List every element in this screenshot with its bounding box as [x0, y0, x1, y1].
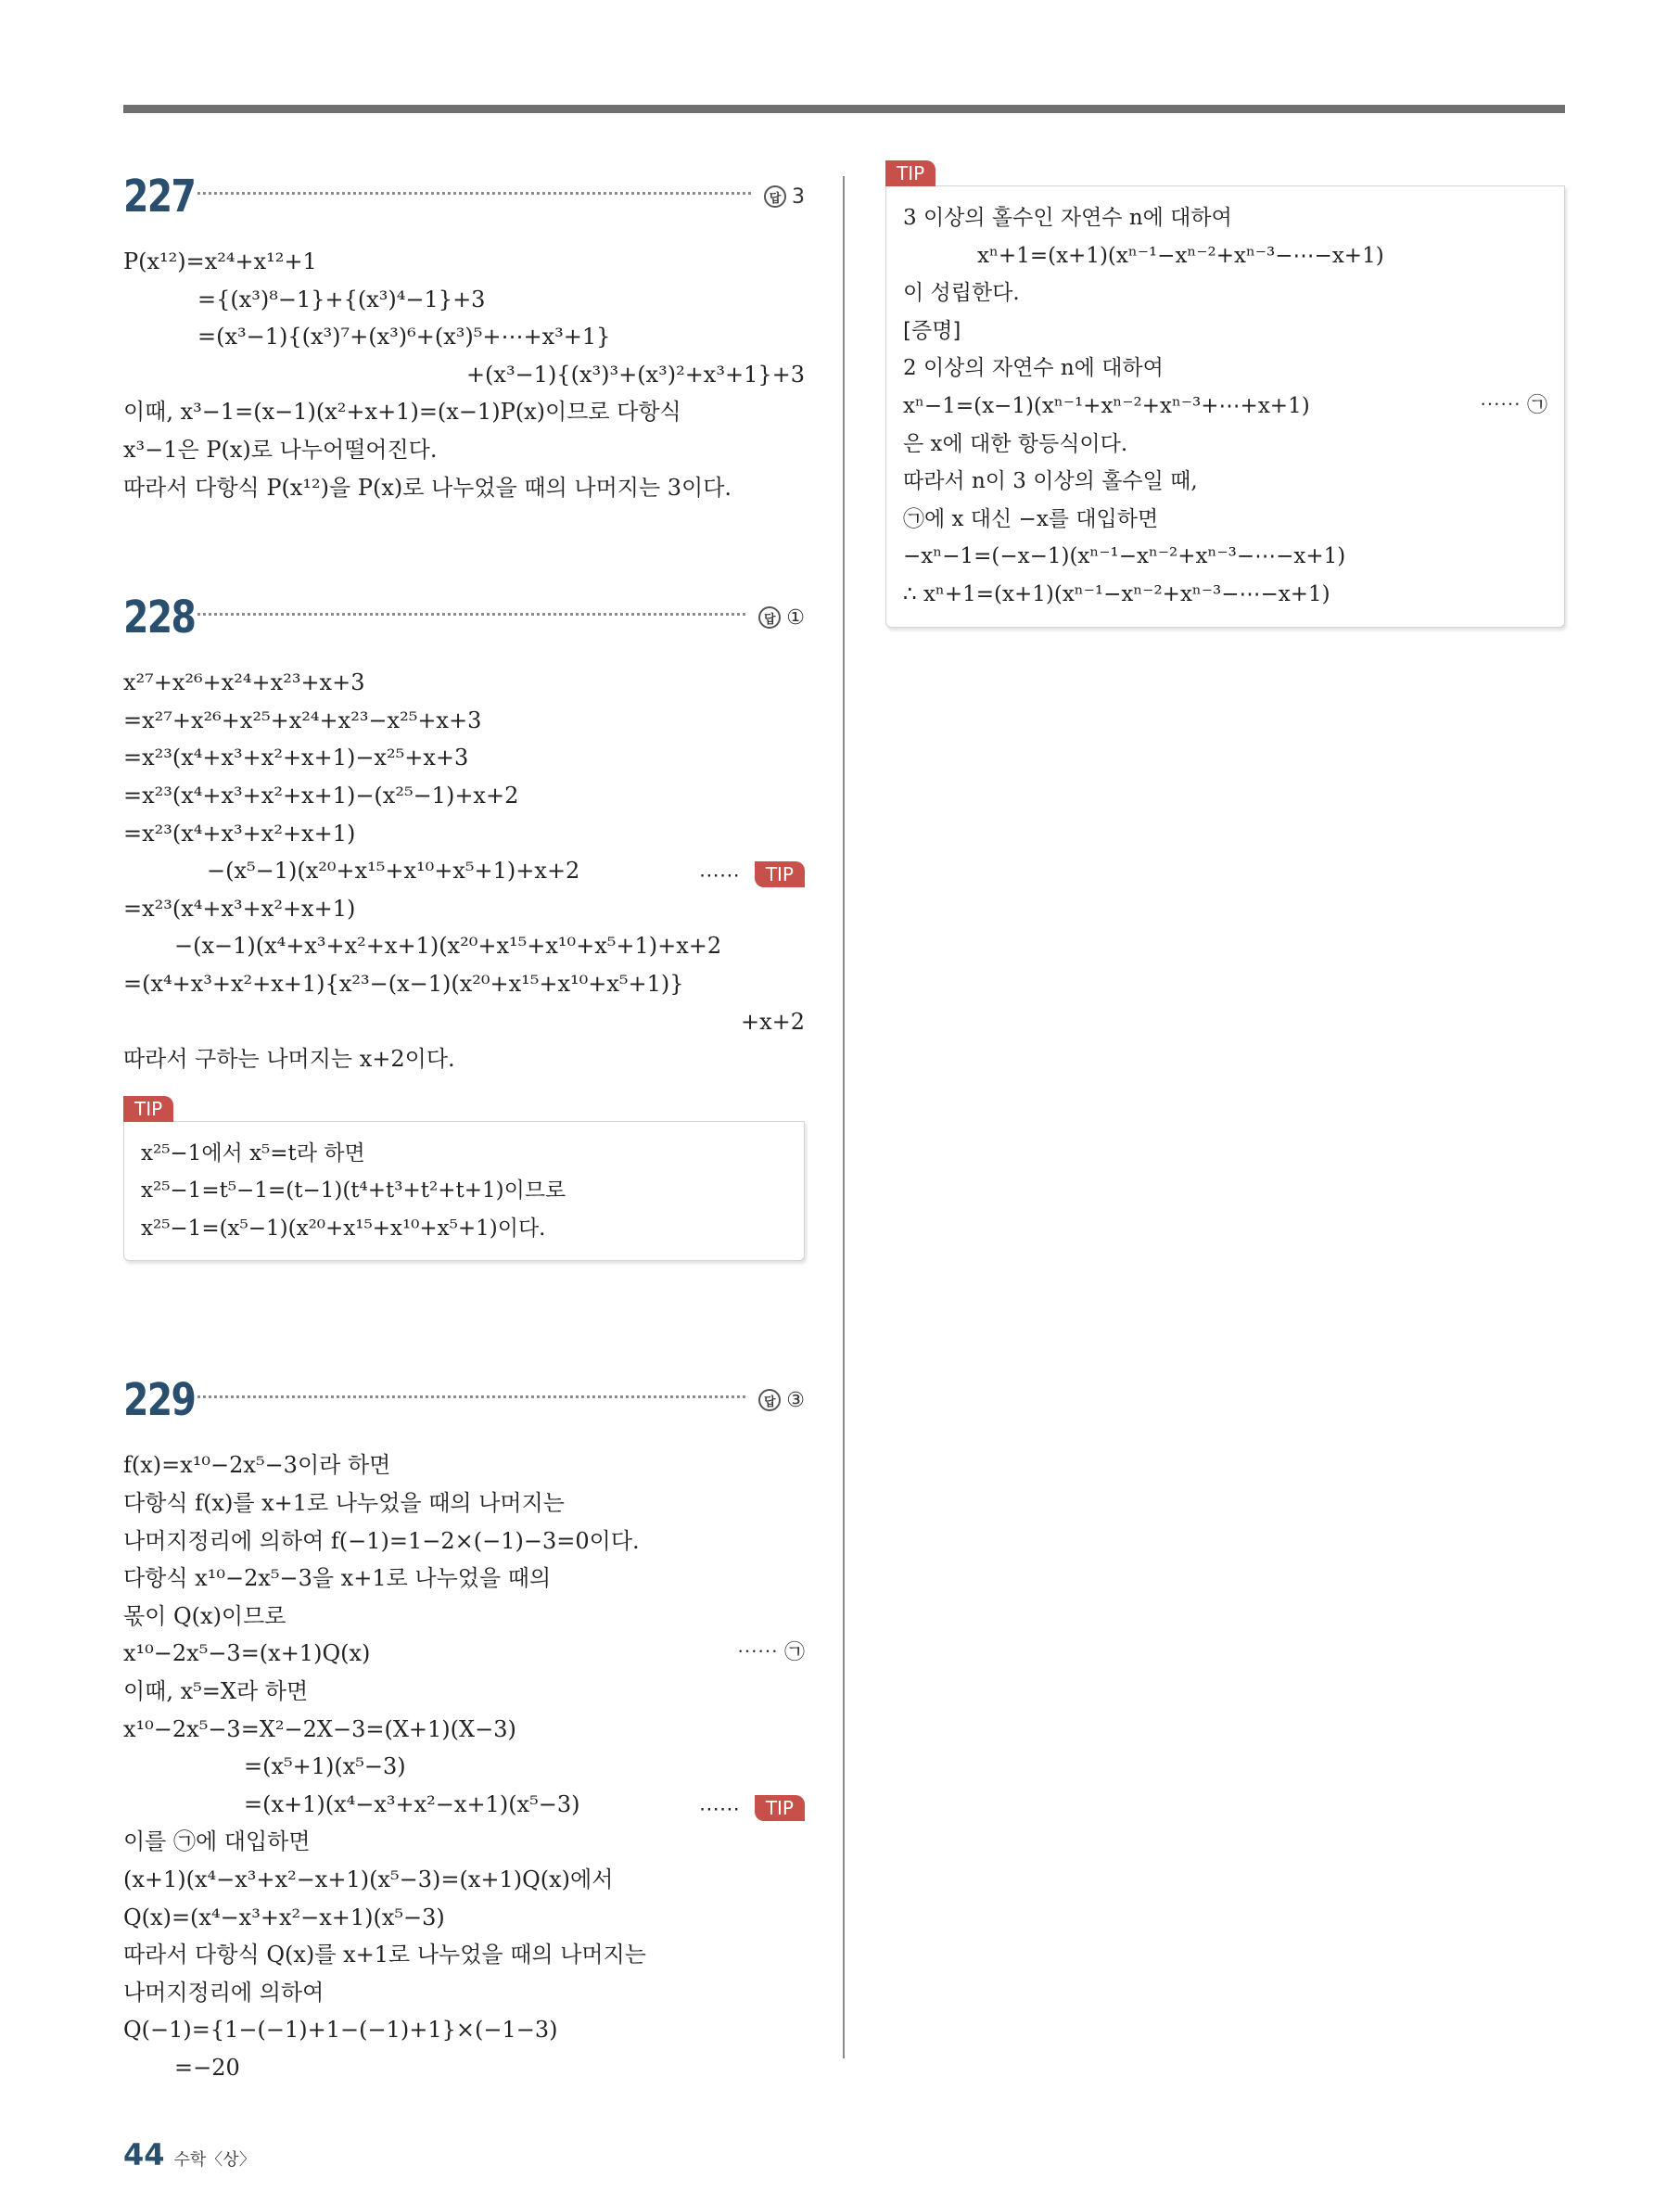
answer-icon: 답	[758, 606, 781, 629]
leader-dots	[197, 613, 745, 616]
tip-label: TIP	[885, 160, 935, 186]
leader-dots	[197, 1395, 745, 1398]
dots: ⋯⋯	[698, 1797, 740, 1821]
problem-number: 229	[123, 1374, 196, 1427]
leader-dots	[197, 192, 751, 195]
answer-icon: 답	[764, 185, 786, 208]
solution-line: =−20	[174, 2054, 240, 2081]
solution-line	[123, 1786, 805, 1824]
tip-line: 은 x에 대한 항등식이다.	[903, 431, 1128, 456]
answer-label	[758, 1389, 805, 1412]
page-footer	[123, 2137, 256, 2172]
problem-227-header	[123, 167, 805, 226]
tip-line: 2 이상의 자연수 n에 대하여	[903, 356, 1164, 381]
solution-line: 나머지정리에 의하여 f(−1)=1−2×(−1)−3=0이다.	[123, 1527, 640, 1554]
answer-value: ③	[786, 1388, 805, 1412]
solution-line: 이때, x⁵=X라 하면	[123, 1678, 309, 1705]
equation-mark: ⋯⋯ ㉠	[737, 1641, 805, 1665]
equation-mark: ⋯⋯ ㉠	[1480, 393, 1547, 417]
tip-line: ㉠에 x 대신 −x를 대입하면	[903, 506, 1159, 531]
tip-line: x²⁵−1에서 x⁵=t라 하면	[141, 1140, 365, 1166]
tip-line: −xⁿ−1=(−x−1)(xⁿ⁻¹−xⁿ⁻²+xⁿ⁻³−⋯−x+1)	[903, 544, 1346, 569]
solution-line: =x²³(x⁴+x³+x²+x+1)−x²⁵+x+3	[123, 745, 469, 771]
page-number: 44	[123, 2137, 165, 2172]
solution-text: −(x⁵−1)(x²⁰+x¹⁵+x¹⁰+x⁵+1)+x+2	[207, 858, 580, 885]
right-column	[885, 162, 1565, 628]
solution-line: 따라서 다항식 Q(x)를 x+1로 나누었을 때의 나머지는	[123, 1942, 646, 1968]
tip-text: xⁿ−1=(x−1)(xⁿ⁻¹+xⁿ⁻²+xⁿ⁻³+⋯+x+1)	[903, 393, 1310, 418]
solution-line: 몫이 Q(x)이므로	[123, 1602, 286, 1629]
column-divider	[843, 176, 845, 2058]
book-title: 수학〈상〉	[173, 2150, 256, 2170]
tip-tag: TIP	[755, 861, 805, 887]
problem-229-solution	[123, 1446, 805, 2086]
solution-line: 다항식 f(x)를 x+1로 나누었을 때의 나머지는	[123, 1490, 565, 1517]
problem-229-header	[123, 1370, 805, 1430]
answer-label	[764, 185, 805, 209]
tip-line: x²⁵−1=(x⁵−1)(x²⁰+x¹⁵+x¹⁰+x⁵+1)이다.	[141, 1216, 546, 1241]
problem-228-header	[123, 588, 805, 647]
solution-line: f(x)=x¹⁰−2x⁵−3이라 하면	[123, 1452, 391, 1479]
solution-line: =x²³(x⁴+x³+x²+x+1)−(x²⁵−1)+x+2	[123, 782, 519, 809]
answer-icon: 답	[758, 1389, 781, 1411]
solution-line: 따라서 구하는 나머지는 x+2이다.	[123, 1046, 455, 1073]
solution-line: (x+1)(x⁴−x³+x²−x+1)(x⁵−3)=(x+1)Q(x)에서	[123, 1866, 614, 1892]
tip-box-right	[885, 162, 1565, 628]
solution-line: x²⁷+x²⁶+x²⁴+x²³+x+3	[123, 669, 365, 696]
solution-text: =(x+1)(x⁴−x³+x²−x+1)(x⁵−3)	[244, 1790, 580, 1817]
problem-228-solution	[123, 664, 805, 1078]
solution-line: 다항식 x¹⁰−2x⁵−3을 x+1로 나누었을 때의	[123, 1565, 552, 1592]
tip-line: x²⁵−1=t⁵−1=(t−1)(t⁴+t³+t²+t+1)이므로	[141, 1178, 566, 1204]
solution-line: =x²³(x⁴+x³+x²+x+1)	[123, 820, 356, 847]
solution-line: =(x⁵+1)(x⁵−3)	[244, 1753, 406, 1780]
solution-line: =x²³(x⁴+x³+x²+x+1)	[123, 895, 356, 922]
tip-box-228	[123, 1097, 805, 1262]
solution-line: −(x−1)(x⁴+x³+x²+x+1)(x²⁰+x¹⁵+x¹⁰+x⁵+1)+x+2	[174, 933, 722, 960]
header-rule	[123, 105, 1565, 113]
solution-line: x³−1은 P(x)로 나누어떨어진다.	[123, 436, 438, 463]
problem-number: 228	[123, 592, 196, 644]
solution-line: Q(x)=(x⁴−x³+x²−x+1)(x⁵−3)	[123, 1904, 445, 1930]
left-column	[123, 167, 805, 2087]
solution-line	[123, 1635, 805, 1673]
answer-value: ①	[786, 605, 805, 630]
dots: ⋯⋯	[698, 864, 740, 888]
tip-line: 따라서 n이 3 이상의 홀수일 때,	[903, 469, 1198, 494]
solution-line: =x²⁷+x²⁶+x²⁵+x²⁴+x²³−x²⁵+x+3	[123, 707, 482, 733]
tip-line: 3 이상의 홀수인 자연수 n에 대하여	[903, 206, 1232, 230]
answer-value: 3	[792, 185, 805, 209]
problem-number: 227	[123, 171, 196, 223]
tip-line: ∴ xⁿ+1=(x+1)(xⁿ⁻¹−xⁿ⁻²+xⁿ⁻³−⋯−x+1)	[903, 581, 1330, 606]
solution-text: x¹⁰−2x⁵−3=(x+1)Q(x)	[123, 1640, 371, 1667]
problem-227-solution	[123, 243, 805, 506]
solution-line: 이때, x³−1=(x−1)(x²+x+1)=(x−1)P(x)이므로 다항식	[123, 399, 681, 426]
solution-line: 이를 ㉠에 대입하면	[123, 1828, 311, 1855]
tip-line: xⁿ+1=(x+1)(xⁿ⁻¹−xⁿ⁻²+xⁿ⁻³−⋯−x+1)	[977, 243, 1384, 268]
solution-line: +x+2	[740, 1008, 805, 1035]
solution-line: Q(−1)={1−(−1)+1−(−1)+1}×(−1−3)	[123, 2017, 558, 2044]
tip-line: 이 성립한다.	[903, 281, 1020, 306]
tip-line	[903, 388, 1547, 426]
solution-line: 나머지정리에 의하여	[123, 1979, 325, 2006]
tip-label: TIP	[123, 1096, 173, 1122]
solution-line	[123, 852, 805, 890]
solution-line: ={(x³)⁸−1}+{(x³)⁴−1}+3	[197, 286, 486, 312]
solution-line: 따라서 다항식 P(x¹²)을 P(x)로 나누었을 때의 나머지는 3이다.	[123, 474, 732, 501]
solution-line: =(x³−1){(x³)⁷+(x³)⁶+(x³)⁵+⋯+x³+1}	[197, 324, 611, 350]
answer-label	[758, 606, 805, 630]
solution-line: P(x¹²)=x²⁴+x¹²+1	[123, 248, 317, 274]
solution-line: x¹⁰−2x⁵−3=X²−2X−3=(X+1)(X−3)	[123, 1715, 516, 1742]
solution-line: +(x³−1){(x³)³+(x³)²+x³+1}+3	[465, 361, 805, 388]
tip-tag: TIP	[755, 1795, 805, 1821]
solution-line: =(x⁴+x³+x²+x+1){x²³−(x−1)(x²⁰+x¹⁵+x¹⁰+x⁵+1)}	[123, 970, 684, 997]
proof-heading: [증명]	[903, 318, 961, 343]
